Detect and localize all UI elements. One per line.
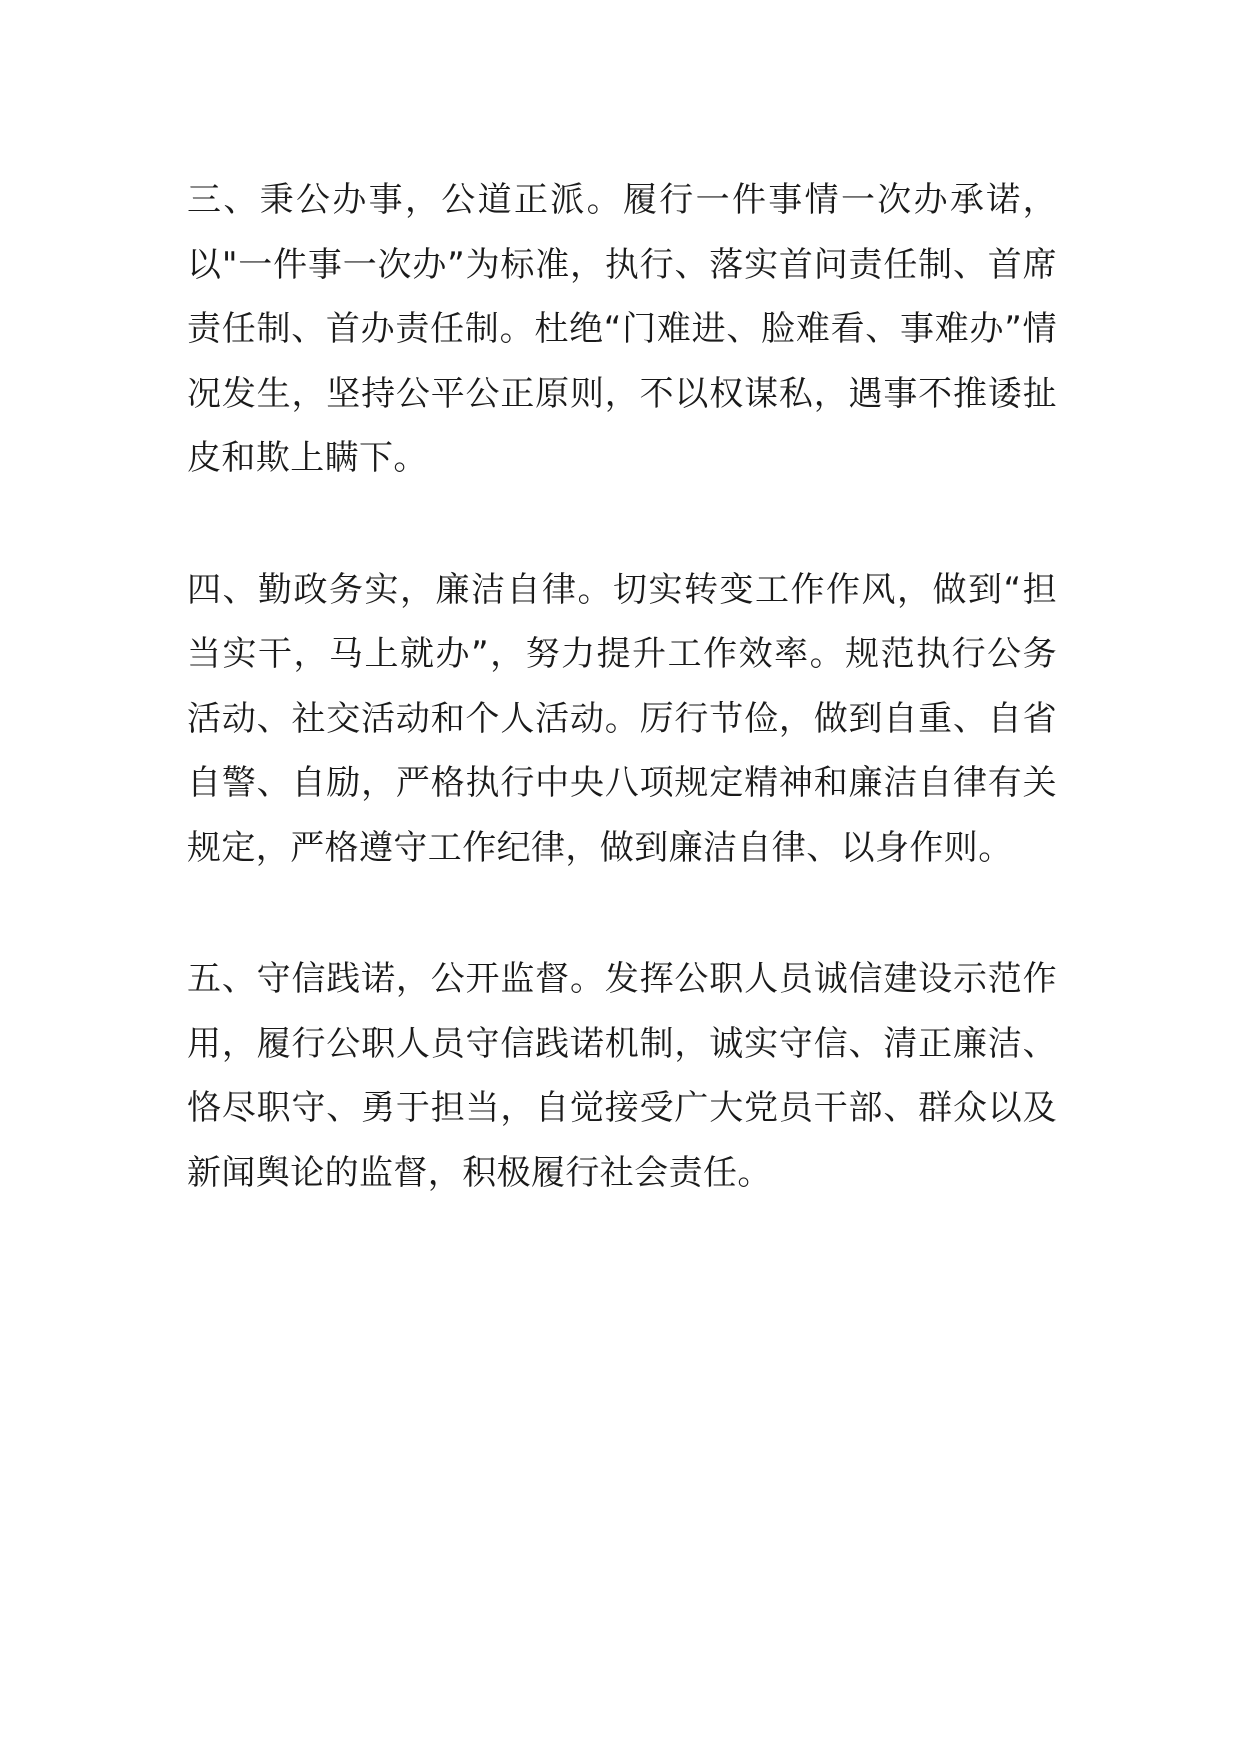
paragraph-5: 五、守信践诺，公开监督。发挥公职人员诚信建设示范作用，履行公职人员守信践诺机制，诚实守信、清正廉洁、恪尽职守、勇于担当，自觉接受广大党员干部、群众以及新闻舆论的监督，积极履行社会责任。	[187, 959, 1057, 1193]
document-body	[187, 168, 1057, 1272]
paragraph-3: 三、秉公办事，公道正派。履行一件事情一次办承诺，以"一件事一次办”为标准，执行、落实首问责任制、首席责任制、首办责任制。杜绝“门难进、脸难看、事难办”情况发生，坚持公平公正原则，不以权谋私，遇事不推诿扯皮和欺上瞒下。	[187, 180, 1057, 478]
paragraph-4: 四、勤政务实，廉洁自律。切实转变工作作风，做到“担当实干，马上就办”，努力提升工作效率。规范执行公务活动、社交活动和个人活动。厉行节俭，做到自重、自省自警、自励，严格执行中央八项规定精神和廉洁自律有关规定，严格遵守工作纪律，做到廉洁自律、以身作则。	[187, 569, 1057, 868]
